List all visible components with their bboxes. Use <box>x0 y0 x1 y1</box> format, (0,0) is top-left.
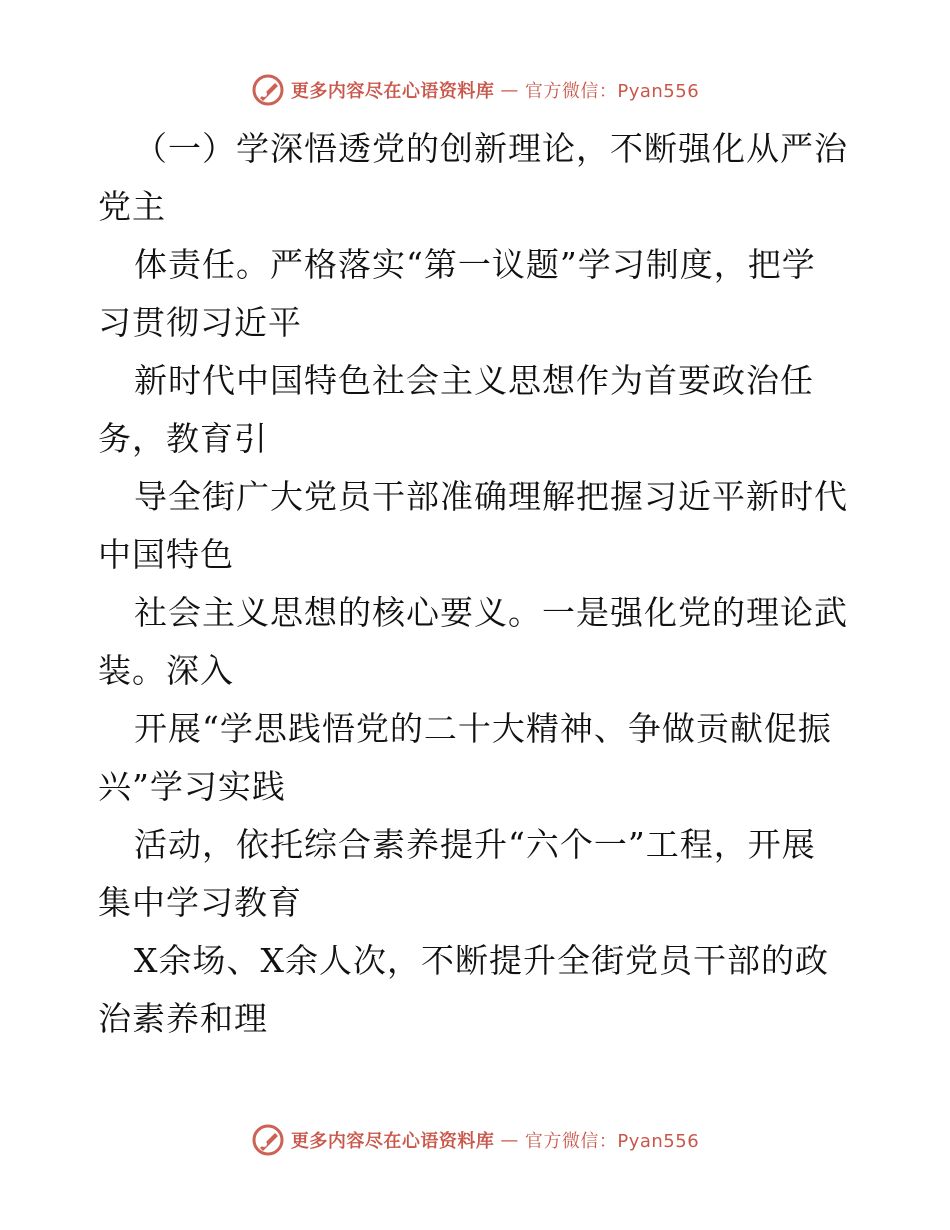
body-line: 党主 <box>98 187 166 226</box>
pen-seal-icon <box>251 1123 285 1157</box>
body-line: 活动，依托综合素养提升“六个一”工程，开展 <box>134 825 816 864</box>
body-line: 开展“学思践悟党的二十大精神、争做贡献促振 <box>134 709 832 748</box>
body-line: 中国特色 <box>98 535 234 574</box>
body-line: 务，教育引 <box>98 419 268 458</box>
body-line: 集中学习教育 <box>98 883 302 922</box>
watermark-site-text: 更多内容尽在心语资料库 <box>290 81 495 102</box>
watermark-separator: — <box>500 1129 519 1151</box>
body-line: X余场、X余人次，不断提升全街党员干部的政 <box>134 941 829 980</box>
body-line: 兴”学习实践 <box>98 767 286 806</box>
body-line: 治素养和理 <box>98 999 268 1038</box>
watermark-separator: — <box>500 79 519 101</box>
watermark-contact-text: 官方微信：Pyan556 <box>524 1131 700 1152</box>
watermark-site-text: 更多内容尽在心语资料库 <box>290 1131 495 1152</box>
body-line: 社会主义思想的核心要义。一是强化党的理论武 <box>134 593 848 632</box>
document-body <box>98 120 858 1048</box>
body-line: 导全街广大党员干部准确理解把握习近平新时代 <box>134 477 848 516</box>
footer-watermark <box>0 1122 950 1158</box>
pen-seal-icon <box>251 73 285 107</box>
body-line: 装。深入 <box>98 651 234 690</box>
body-line: 习贯彻习近平 <box>98 303 302 342</box>
watermark-contact-text: 官方微信：Pyan556 <box>524 81 700 102</box>
body-line: （一）学深悟透党的创新理论，不断强化从严治 <box>134 129 848 168</box>
body-line: 体责任。严格落实“第一议题”学习制度，把学 <box>134 245 816 284</box>
header-watermark <box>0 72 950 108</box>
body-line: 新时代中国特色社会主义思想作为首要政治任 <box>134 361 814 400</box>
